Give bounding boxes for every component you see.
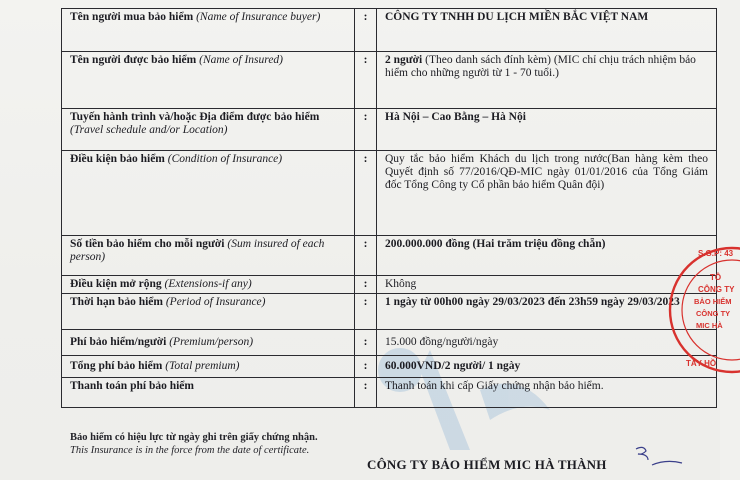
row-colon: : bbox=[355, 52, 377, 109]
table-row bbox=[62, 294, 717, 330]
condition-value: Quy tắc bảo hiểm Khách du lịch trong nước(Ban hàng kèm theo Quyết định số 77/2016/QĐ-MIC ngày 01/01/2016 của Tổng Giám đốc Tổng Công ty Cổ phần bảo hiểm Quân đội) bbox=[377, 151, 717, 236]
premium-value: 15.000 đồng/người/ngày bbox=[377, 330, 717, 356]
seal-edge-bottom: TÂY HỒ bbox=[686, 359, 717, 368]
insurance-details-table bbox=[61, 8, 717, 408]
insured-value: 2 người (Theo danh sách đính kèm) (MIC chỉ chịu trách nhiệm bảo hiểm cho những người từ 1 - 70 tuổi.) bbox=[377, 52, 717, 109]
seal-line: BẢO HIỂM bbox=[694, 297, 732, 306]
row-colon: : bbox=[355, 356, 377, 378]
table-row bbox=[62, 378, 717, 408]
validity-note-en: This Insurance is in the force from the date of certificate. bbox=[70, 445, 310, 456]
travel-schedule-value: Hà Nội – Cao Bằng – Hà Nội bbox=[377, 109, 717, 151]
seal-line: CÔNG TY bbox=[696, 309, 731, 318]
payment-value: Thanh toán khi cấp Giấy chứng nhận bảo hiểm. bbox=[377, 378, 717, 408]
table-row bbox=[62, 151, 717, 236]
row-label: Thanh toán phí bảo hiểm bbox=[62, 378, 355, 408]
row-colon: : bbox=[355, 378, 377, 408]
issuer-company: CÔNG TY BẢO HIỂM MIC HÀ THÀNH bbox=[367, 457, 607, 472]
row-label: Tên người mua bảo hiểm (Name of Insurance buyer) bbox=[62, 9, 355, 52]
sum-insured-value: 200.000.000 đồng (Hai trăm triệu đồng chẵn) bbox=[377, 236, 717, 276]
signature-mark bbox=[630, 443, 690, 473]
row-colon: : bbox=[355, 109, 377, 151]
seal-edge-top: S.G.P: 43 bbox=[698, 249, 734, 258]
row-colon: : bbox=[355, 151, 377, 236]
seal-line: TÔ bbox=[710, 273, 722, 282]
row-colon: : bbox=[355, 330, 377, 356]
row-label: Tên người được bảo hiểm (Name of Insured) bbox=[62, 52, 355, 109]
row-label: Điều kiện bảo hiểm (Condition of Insurance) bbox=[62, 151, 355, 236]
total-premium-value: 60.000VND/2 người/ 1 ngày bbox=[377, 356, 717, 378]
row-label: Tuyến hành trình và/hoặc Địa điểm được bảo hiểm (Travel schedule and/or Location) bbox=[62, 109, 355, 151]
validity-note-vi: Bảo hiểm có hiệu lực từ ngày ghi trên giấy chứng nhận. bbox=[70, 432, 318, 443]
row-label: Tổng phí bảo hiểm (Total premium) bbox=[62, 356, 355, 378]
row-colon: : bbox=[355, 276, 377, 294]
seal-line: CÔNG TY bbox=[698, 285, 735, 294]
company-seal bbox=[650, 238, 740, 388]
row-colon: : bbox=[355, 294, 377, 330]
row-label: Điều kiện mở rộng (Extensions-if any) bbox=[62, 276, 355, 294]
period-value: 1 ngày từ 00h00 ngày 29/03/2023 đến 23h59 ngày 29/03/2023 bbox=[377, 294, 717, 330]
table-row bbox=[62, 109, 717, 151]
extensions-value: Không bbox=[377, 276, 717, 294]
buyer-name-value: CÔNG TY TNHH DU LỊCH MIỀN BẮC VIỆT NAM bbox=[377, 9, 717, 52]
row-label: Phí bảo hiểm/người (Premium/person) bbox=[62, 330, 355, 356]
table-row bbox=[62, 330, 717, 356]
table-row bbox=[62, 356, 717, 378]
table-row bbox=[62, 236, 717, 276]
table-row bbox=[62, 52, 717, 109]
table-row bbox=[62, 9, 717, 52]
table-row bbox=[62, 276, 717, 294]
row-label: Số tiền bảo hiểm cho mỗi người (Sum insured of each person) bbox=[62, 236, 355, 276]
row-colon: : bbox=[355, 236, 377, 276]
row-label: Thời hạn bảo hiểm (Period of Insurance) bbox=[62, 294, 355, 330]
seal-line: MIC HÀ bbox=[696, 321, 723, 330]
row-colon: : bbox=[355, 9, 377, 52]
